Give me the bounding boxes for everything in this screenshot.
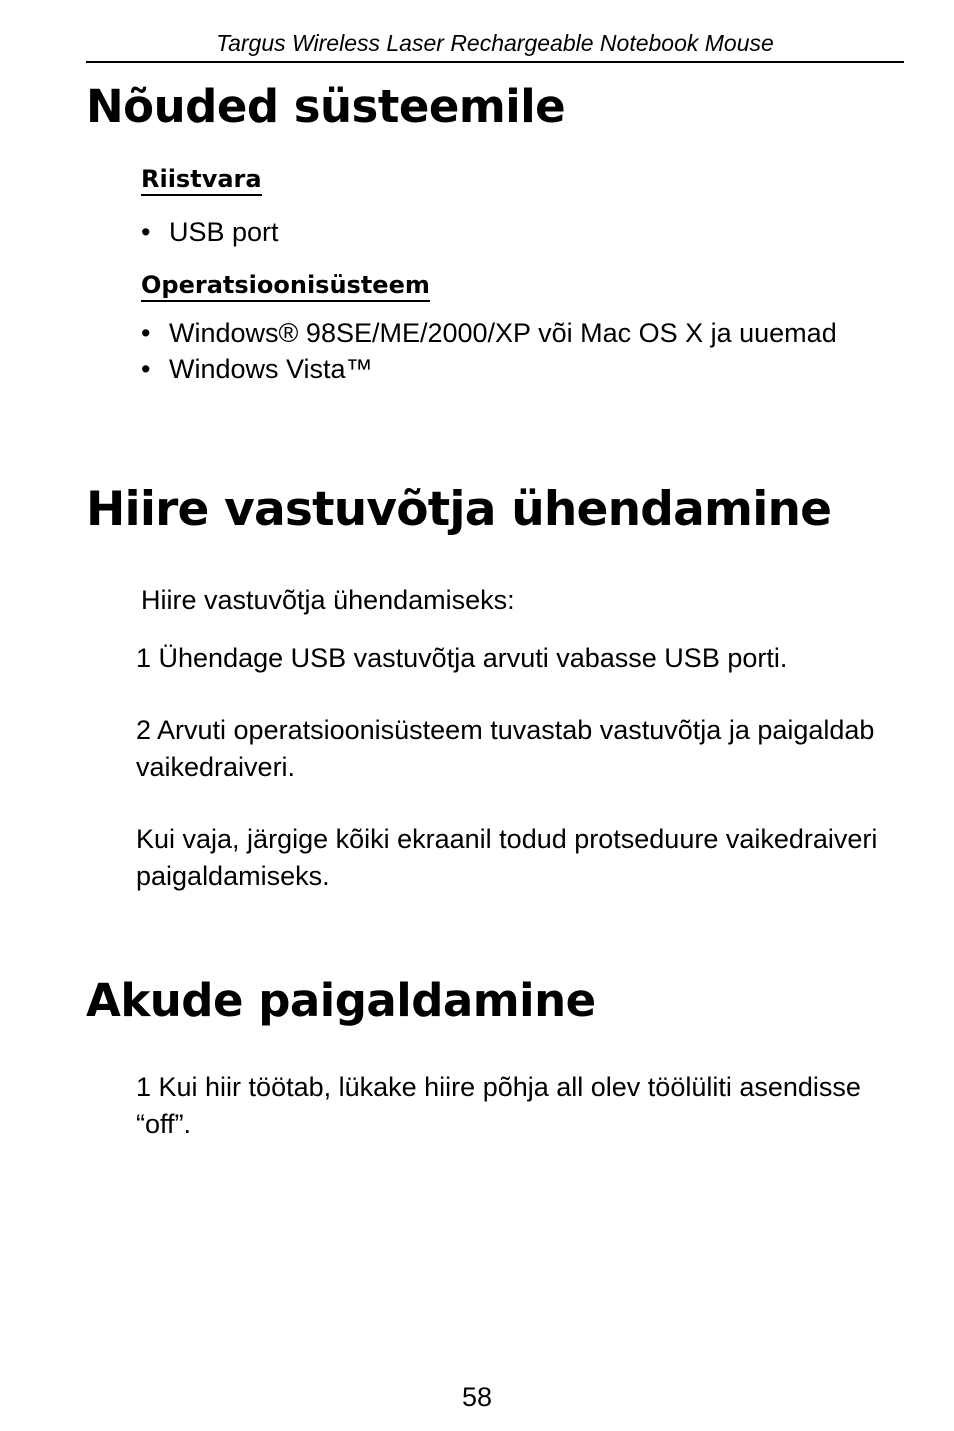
page-number: 58 [461,1382,493,1412]
section-title-system-requirements: Nõuded süsteemile [86,80,566,133]
section-title-battery-installation: Akude paigaldamine [86,974,596,1027]
subheading-operating-system: Operatsioonisüsteem [141,270,430,302]
hardware-list [141,214,279,250]
bullet-icon: • [141,354,151,384]
step-1-text: 1 Ühendage USB vastuvõtja arvuti vabasse USB porti. [136,643,788,673]
battery-step-1-text: 1 Kui hiir töötab, lükake hiire põhja all olev töölüliti asendisse “off”. [136,1072,861,1139]
bullet-icon: • [141,318,151,348]
list-item [141,214,279,250]
list-item-text: Windows Vista™ [169,354,373,384]
list-item-text: Windows® 98SE/ME/2000/XP või Mac OS X ja uuemad [169,318,837,348]
bullet-icon: • [141,217,151,247]
subheading-hardware: Riistvara [141,164,262,196]
step-2-text: 2 Arvuti operatsioonisüsteem tuvastab vastuvõtja ja paigaldab vaikedraiveri. [136,715,875,782]
list-item [141,351,837,387]
list-item-text: USB port [169,217,279,247]
note-text: Kui vaja, järgige kõiki ekraanil todud protseduure vaikedraiveri paigaldamiseks. [136,824,878,891]
intro-text: Hiire vastuvõtja ühendamiseks: [141,585,515,615]
running-header: Targus Wireless Laser Rechargeable Notebook Mouse [216,30,774,56]
list-item [141,315,837,351]
os-list [141,315,837,387]
header-rule [86,61,904,63]
section-title-receiver-connection: Hiire vastuvõtja ühendamine [86,482,832,537]
